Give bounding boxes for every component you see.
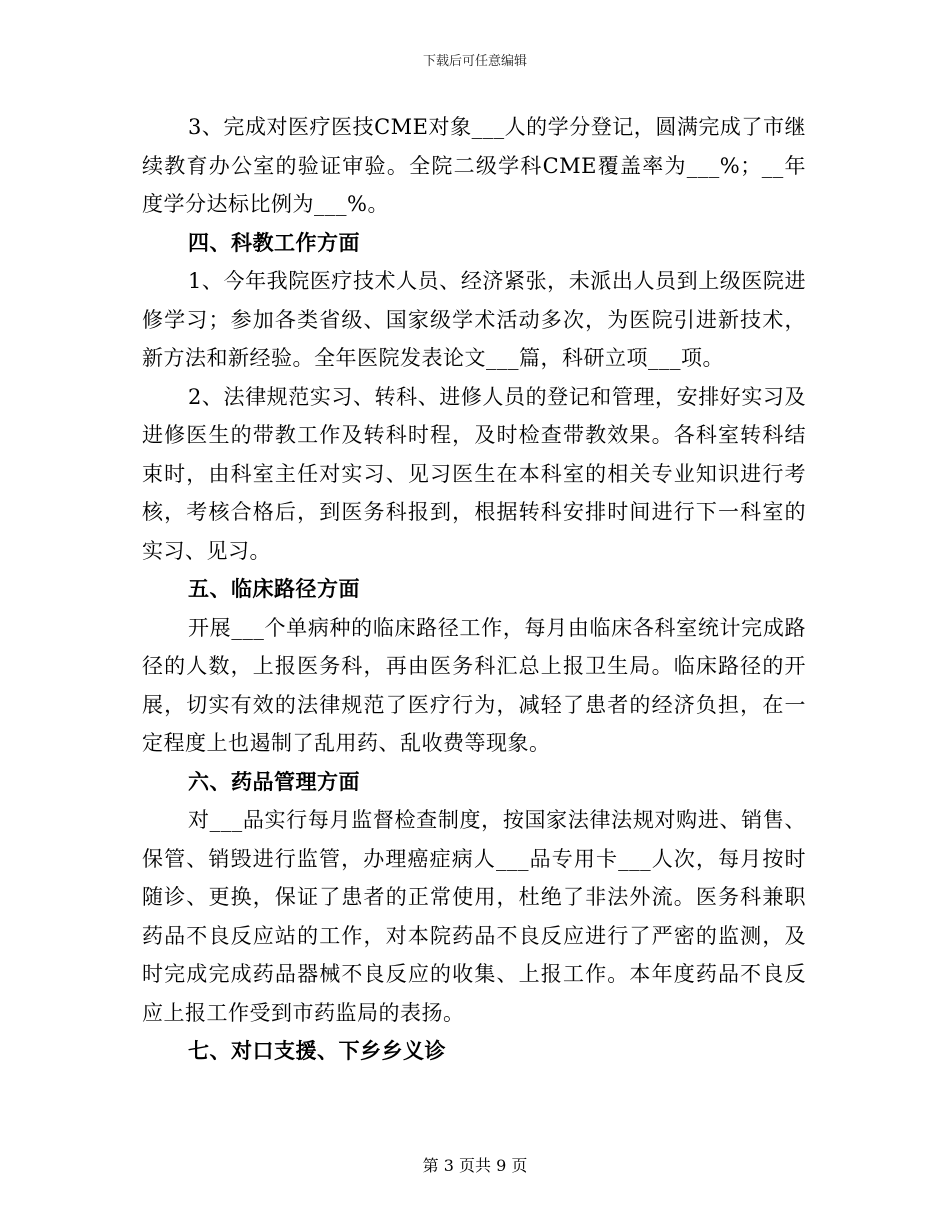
page-number: 第 3 页共 9 页 xyxy=(422,1156,528,1175)
paragraph-clinical-pathway: 开展___个单病种的临床路径工作，每月由临床各科室统计完成路径的人数，上报医务科，再由医务科汇总上报卫生局。临床路径的开展，切实有效的法律规范了医疗行为，减轻了患者的经济负担，在一定程度上也遏制了乱用药、乱收费等现象。 xyxy=(142,615,806,755)
section-heading-support-outreach: 七、对口支援、下乡乡义诊 xyxy=(188,1039,446,1063)
paragraph-cme-credits: 3、完成对医疗医技CME对象___人的学分登记，圆满完成了市继续教育办公室的验证审验。全院二级学科CME覆盖率为___%；__年度学分达标比例为___%。 xyxy=(142,115,806,216)
section-heading-clinical-pathway: 五、临床路径方面 xyxy=(188,577,360,601)
page-header: 下载后可任意编辑 xyxy=(422,54,527,69)
paragraph-further-study: 1、今年我院医疗技术人员、经济紧张，未派出人员到上级医院进修学习；参加各类省级、国家级学术活动多次，为医院引进新技术，新方法和新经验。全年医院发表论文___篇，科研立项___项。 xyxy=(142,269,806,370)
paragraph-drug-management: 对___品实行每月监督检查制度，按国家法律法规对购进、销售、保管、销毁进行监管，办理癌症病人___品专用卡___人次，每月按时随诊、更换，保证了患者的正常使用，杜绝了非法外流。医务科兼职药品不良反应站的工作，对本院药品不良反应进行了严密的监测，及时完成完成药品器械不良反应的收集、上报工作。本年度药品不良反应上报工作受到市药监局的表扬。 xyxy=(142,808,806,1025)
document-body xyxy=(142,108,806,1071)
section-heading-science-education: 四、科教工作方面 xyxy=(188,230,360,255)
section-heading-drug-management: 六、药品管理方面 xyxy=(188,769,360,794)
paragraph-internship-management: 2、法律规范实习、转科、进修人员的登记和管理，安排好实习及进修医生的带教工作及转科时程，及时检查带教效果。各科室转科结束时，由科室主任对实习、见习医生在本科室的相关专业知识进行考核，考核合格后，到医务科报到，根据转科安排时间进行下一科室的实习、见习。 xyxy=(142,384,806,563)
